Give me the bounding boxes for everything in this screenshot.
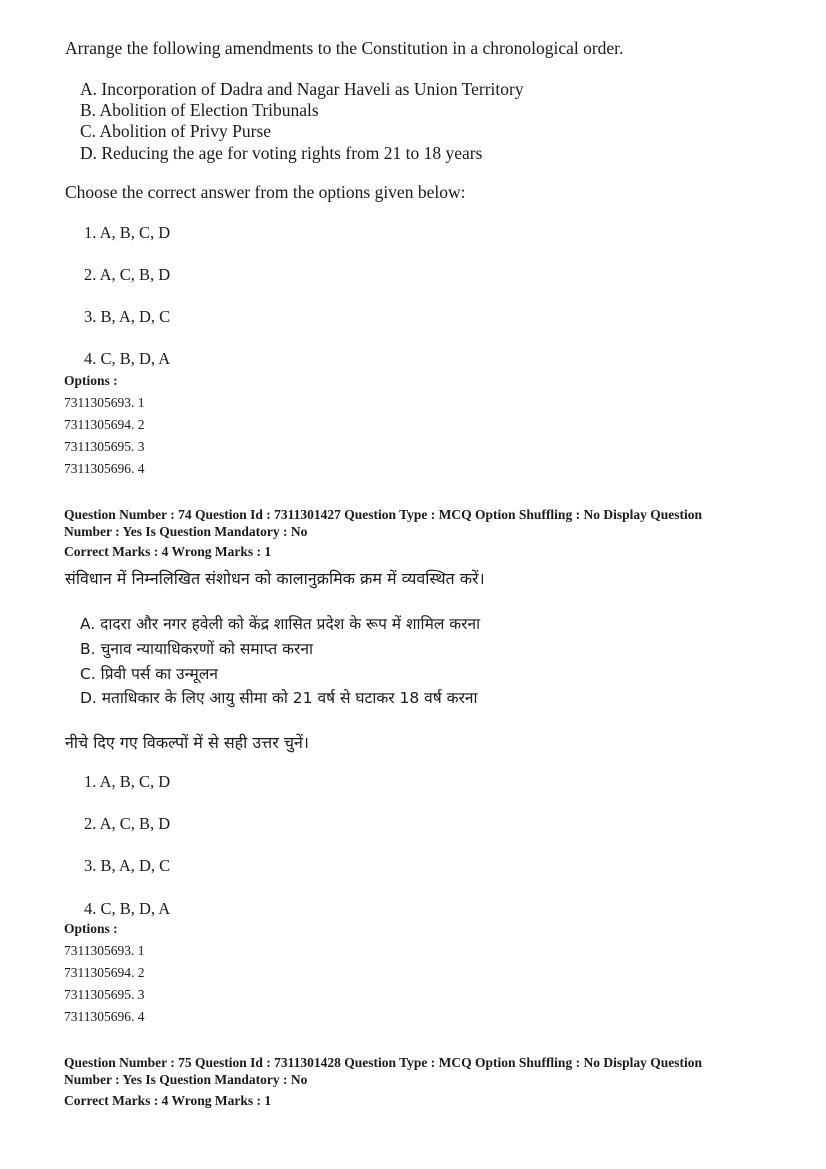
answer-choice-4: 4. C, B, D, A xyxy=(84,899,171,918)
option-id: 7311305693. 1 xyxy=(64,395,145,410)
question-meta-line: Question Number : 74 Question Id : 7311301427 Question Type : MCQ Option Shuffling : No Display Question xyxy=(64,507,702,522)
marks-line: Correct Marks : 4 Wrong Marks : 1 xyxy=(64,544,272,559)
answer-choice-1: 1. A, B, C, D xyxy=(84,772,171,791)
statement-c-hindi: C. प्रिवी पर्स का उन्मूलन xyxy=(80,665,218,683)
question-meta-line: Number : Yes Is Question Mandatory : No xyxy=(64,1071,308,1087)
statement-d: D. Reducing the age for voting rights from 21 to 18 years xyxy=(80,143,483,163)
option-id: 7311305694. 2 xyxy=(64,417,145,432)
statement-b-hindi: B. चुनाव न्यायाधिकरणों को समाप्त करना xyxy=(80,640,314,658)
option-id: 7311305696. 4 xyxy=(64,461,145,476)
answer-choice-2: 2. A, C, B, D xyxy=(84,814,171,833)
answer-prompt-hindi: नीचे दिए गए विकल्पों में से सही उत्तर चुनें। xyxy=(65,733,309,752)
answer-choice-3: 3. B, A, D, C xyxy=(84,307,171,326)
marks-line: Correct Marks : 4 Wrong Marks : 1 xyxy=(64,1093,272,1108)
question-meta-74 xyxy=(64,507,764,540)
question-meta-75 xyxy=(64,1055,764,1088)
answer-choice-1: 1. A, B, C, D xyxy=(84,223,171,242)
statement-a-hindi: A. दादरा और नगर हवेली को केंद्र शासित प्रदेश के रूप में शामिल करना xyxy=(80,615,481,633)
statement-a: A. Incorporation of Dadra and Nagar Haveli as Union Territory xyxy=(80,79,524,99)
answer-prompt: Choose the correct answer from the options given below: xyxy=(65,182,466,202)
option-id: 7311305694. 2 xyxy=(64,965,145,980)
options-label: Options : xyxy=(64,373,118,388)
option-id: 7311305696. 4 xyxy=(64,1009,145,1024)
option-id: 7311305695. 3 xyxy=(64,987,145,1002)
question-meta-line: Question Number : 75 Question Id : 7311301428 Question Type : MCQ Option Shuffling : No Display Question xyxy=(64,1055,702,1070)
option-id: 7311305693. 1 xyxy=(64,943,145,958)
options-label: Options : xyxy=(64,921,118,936)
question-stem-hindi: संविधान में निम्नलिखित संशोधन को कालानुक्रमिक क्रम में व्यवस्थित करें। xyxy=(65,569,485,588)
answer-choice-4: 4. C, B, D, A xyxy=(84,349,171,368)
answer-choice-3: 3. B, A, D, C xyxy=(84,856,171,875)
question-stem: Arrange the following amendments to the Constitution in a chronological order. xyxy=(65,38,624,58)
statement-d-hindi: D. मताधिकार के लिए आयु सीमा को 21 वर्ष से घटाकर 18 वर्ष करना xyxy=(80,689,478,707)
option-id: 7311305695. 3 xyxy=(64,439,145,454)
statement-b: B. Abolition of Election Tribunals xyxy=(80,100,319,120)
answer-choice-2: 2. A, C, B, D xyxy=(84,265,171,284)
question-meta-line: Number : Yes Is Question Mandatory : No xyxy=(64,523,308,539)
statement-c: C. Abolition of Privy Purse xyxy=(80,121,272,141)
